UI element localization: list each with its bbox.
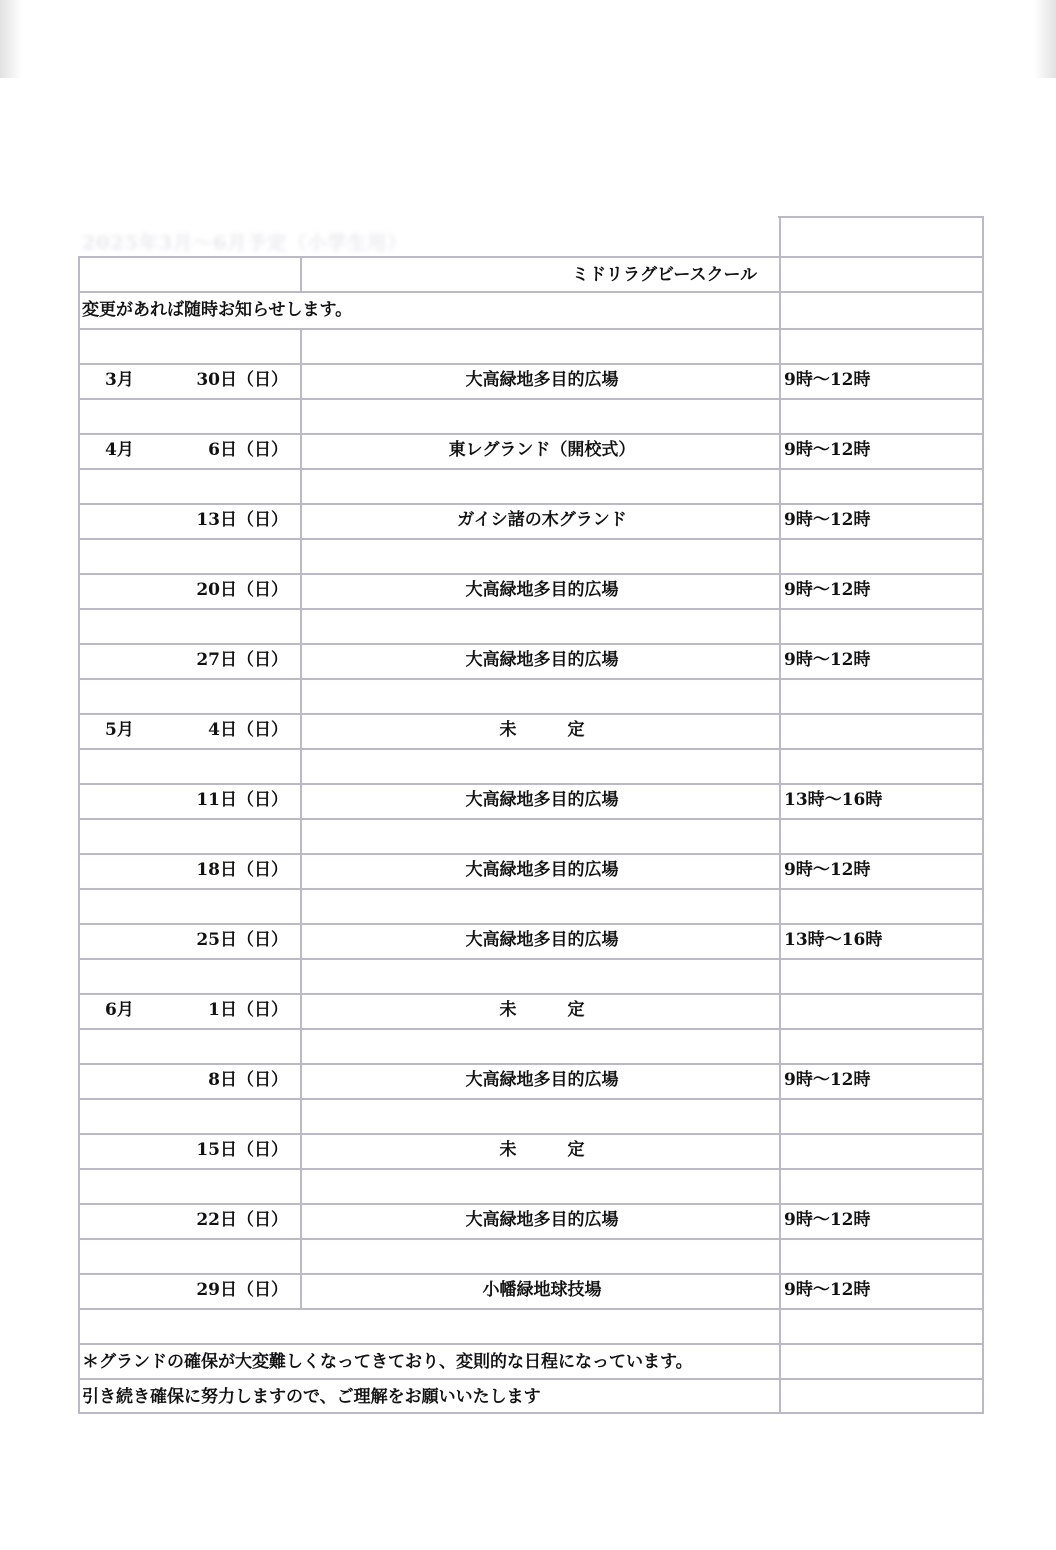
row-line (78, 1063, 984, 1065)
day-label: 27日（日） (196, 650, 288, 670)
row-line (78, 1098, 984, 1100)
time-label: 13時〜16時 (784, 790, 883, 810)
day-label: 22日（日） (196, 1210, 288, 1230)
day-label: 15日（日） (196, 1140, 288, 1160)
day-label: 8日（日） (208, 1070, 288, 1090)
venue-label: 未 定 (499, 1140, 585, 1160)
row-line (78, 993, 984, 995)
row-line (78, 643, 984, 645)
column-line (779, 216, 781, 1414)
venue-label: 大高緑地多目的広場 (465, 1070, 619, 1090)
row-line (78, 748, 984, 750)
row-line (78, 818, 984, 820)
row-line (78, 923, 984, 925)
day-label: 18日（日） (196, 860, 288, 880)
month-label: 3月 (105, 370, 134, 390)
month-label: 4月 (105, 440, 134, 460)
footnote-2: 引き続き確保に努力しますので、ご理解をお願いいたします (82, 1387, 541, 1407)
row-line (78, 363, 984, 365)
time-label: 9時〜12時 (784, 370, 871, 390)
schedule-table (78, 216, 984, 1414)
time-label: 9時〜12時 (784, 1280, 871, 1300)
time-label: 9時〜12時 (784, 510, 871, 530)
day-label: 13日（日） (196, 510, 288, 530)
time-label: 9時〜12時 (784, 650, 871, 670)
row-line (78, 1378, 984, 1380)
venue-label: 小幡緑地球技場 (482, 1280, 602, 1300)
row-line (78, 713, 984, 715)
time-label: 13時〜16時 (784, 930, 883, 950)
row-line (78, 468, 984, 470)
row-line (78, 1028, 984, 1030)
row-line (78, 888, 984, 890)
venue-label: 大高緑地多目的広場 (465, 1210, 619, 1230)
row-line (78, 538, 984, 540)
venue-label: 未 定 (499, 1000, 585, 1020)
page-corner-shadow (0, 0, 22, 78)
notice-text: 変更があれば随時お知らせします。 (82, 300, 353, 320)
row-line (78, 1308, 984, 1310)
day-label: 4日（日） (208, 720, 288, 740)
time-label: 9時〜12時 (784, 580, 871, 600)
day-label: 1日（日） (208, 1000, 288, 1020)
time-label: 9時〜12時 (784, 440, 871, 460)
page-corner-shadow (1034, 0, 1056, 78)
row-line (78, 1203, 984, 1205)
row-line (78, 291, 984, 293)
row-line (78, 1343, 984, 1345)
row-line (778, 216, 984, 218)
day-label: 30日（日） (196, 370, 288, 390)
column-line (300, 256, 302, 291)
row-line (78, 608, 984, 610)
day-label: 25日（日） (196, 930, 288, 950)
row-line (78, 958, 984, 960)
footnote-1: ＊グランドの確保が大変難しくなってきており、変則的な日程になっています。 (82, 1352, 693, 1372)
column-line (78, 256, 80, 1414)
month-label: 5月 (105, 720, 134, 740)
school-name: ミドリラグビースクール (572, 265, 758, 285)
row-line (78, 398, 984, 400)
venue-label: 大高緑地多目的広場 (465, 790, 619, 810)
venue-label: 未 定 (499, 720, 585, 740)
row-line (78, 783, 984, 785)
venue-label: ガイシ諸の木グランド (457, 510, 627, 530)
row-line (78, 1168, 984, 1170)
venue-label: 東レグランド（開校式） (448, 440, 636, 460)
row-line (78, 1238, 984, 1240)
month-label: 6月 (105, 1000, 134, 1020)
row-line (78, 573, 984, 575)
day-label: 6日（日） (208, 440, 288, 460)
venue-label: 大高緑地多目的広場 (465, 860, 619, 880)
day-label: 11日（日） (196, 790, 288, 810)
row-line (78, 853, 984, 855)
day-label: 20日（日） (196, 580, 288, 600)
row-line (78, 1133, 984, 1135)
venue-label: 大高緑地多目的広場 (465, 370, 619, 390)
obscured-title: 2025年3月〜6月予定（小学生用） (82, 232, 408, 254)
column-line (982, 216, 984, 1414)
time-label: 9時〜12時 (784, 860, 871, 880)
row-line (78, 433, 984, 435)
time-label: 9時〜12時 (784, 1070, 871, 1090)
row-line (78, 503, 984, 505)
venue-label: 大高緑地多目的広場 (465, 650, 619, 670)
row-line (78, 678, 984, 680)
row-line (78, 1273, 984, 1275)
day-label: 29日（日） (196, 1280, 288, 1300)
row-line (78, 328, 984, 330)
row-line (78, 256, 984, 258)
column-line (300, 328, 302, 1308)
time-label: 9時〜12時 (784, 1210, 871, 1230)
venue-label: 大高緑地多目的広場 (465, 580, 619, 600)
row-line (78, 1412, 984, 1414)
venue-label: 大高緑地多目的広場 (465, 930, 619, 950)
